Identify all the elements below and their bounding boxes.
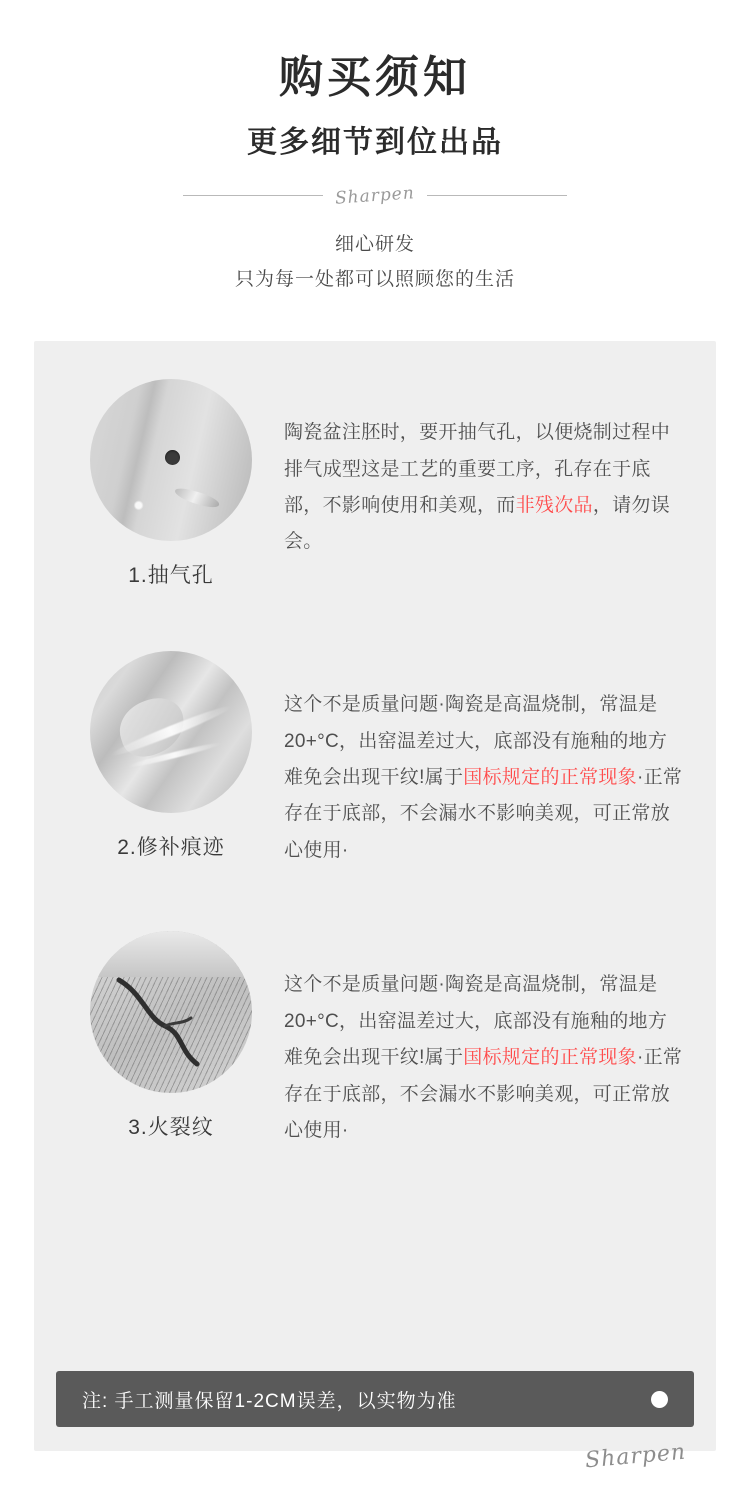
notice-text-highlight: 非残次品: [515, 495, 593, 517]
notice-text-after: ·正常存在于底部，不会漏水不影响美观，可正常放心使用·: [284, 1047, 683, 1142]
notice-text-before: 陶瓷盆注胚时，要开抽气孔，以便烧制过程中排气成型这是工艺的重要工序，孔存在于底部，不影响使用和美观，而: [284, 422, 671, 517]
notice-item-text: [266, 379, 686, 561]
crack-line-detail: [113, 964, 226, 1077]
notice-text-before: 这个不是质量问题·陶瓷是高温烧制，常温是20+°C，出窑温差过大，底部没有施釉的地方难免会出现干纹!属于: [284, 974, 668, 1069]
divider: [0, 183, 750, 209]
measurement-note-text: 注: 手工测量保留1-2CM误差，以实物为准: [82, 1390, 457, 1412]
notice-text-before: 这个不是质量问题·陶瓷是高温烧制，常温是20+°C，出窑温差过大，底部没有施釉的地方难免会出现干纹!属于: [284, 694, 668, 789]
repair-mark-photo-icon: [90, 651, 252, 813]
notice-item-label: 3.火裂纹: [128, 1116, 214, 1140]
chip-detail: [173, 486, 221, 510]
page-title: 购买须知: [279, 53, 471, 102]
brand-script-mark: Sharpen: [334, 183, 416, 209]
footer-signature: Sharpen: [583, 1439, 687, 1474]
notice-text-highlight: 国标规定的正常现象: [463, 767, 637, 789]
tagline-line-1: 细心研发: [334, 233, 415, 255]
air-hole-photo-icon: [90, 379, 252, 541]
notice-thumb-column: [76, 931, 266, 1141]
notice-item: [34, 379, 716, 589]
divider-line-left: [183, 195, 323, 196]
white-dot-icon: [651, 1391, 668, 1408]
page-subtitle: 更多细节到位出品: [247, 125, 503, 159]
notice-panel: [34, 341, 716, 1451]
tagline: [0, 227, 750, 297]
notice-item: [34, 931, 716, 1149]
notice-item: [34, 651, 716, 869]
notice-text-after: ，请勿误会。: [284, 495, 671, 553]
notice-text-highlight: 国标规定的正常现象: [463, 1047, 637, 1069]
notice-text-after: ·正常存在于底部，不会漏水不影响美观，可正常放心使用·: [284, 767, 683, 861]
notice-item-label: 2.修补痕迹: [117, 836, 225, 860]
tagline-line-2: 只为每一处都可以照顾您的生活: [234, 268, 515, 290]
measurement-note-bar: [56, 1371, 694, 1427]
fire-crack-photo-icon: [90, 931, 252, 1093]
notice-item-text: [266, 651, 686, 869]
notice-item-text: [266, 931, 686, 1149]
page-header: [0, 0, 750, 297]
notice-thumb-column: [76, 651, 266, 861]
divider-line-right: [427, 195, 567, 196]
notice-thumb-column: [76, 379, 266, 589]
notice-item-label: 1.抽气孔: [128, 564, 214, 588]
